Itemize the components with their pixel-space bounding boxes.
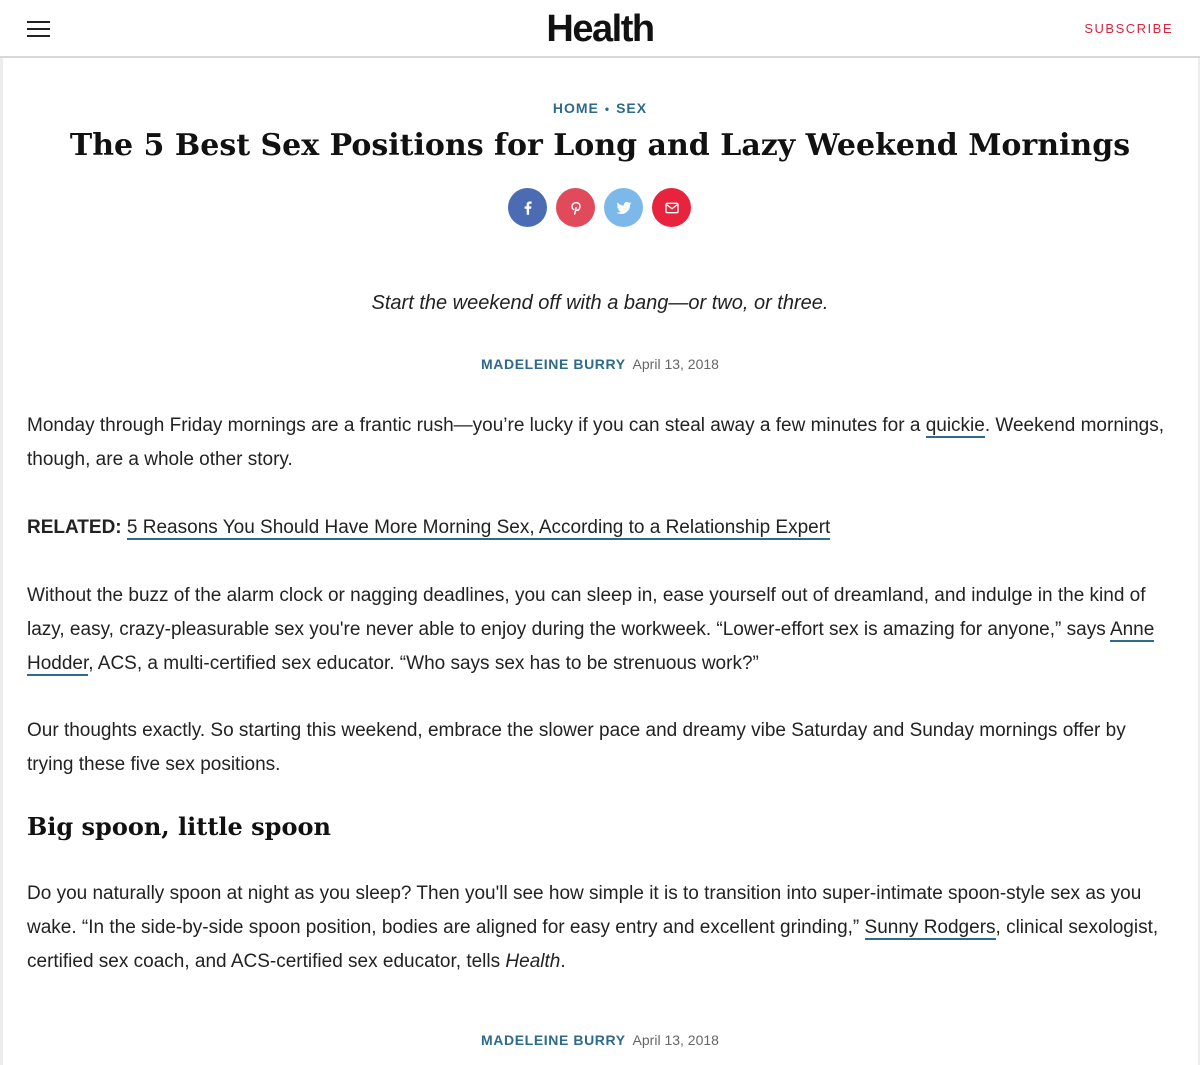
share-buttons bbox=[508, 188, 691, 227]
paragraph-4 bbox=[27, 877, 1177, 979]
site-logo[interactable]: Health bbox=[546, 8, 654, 50]
article-dek: Start the weekend off with a bang—or two, or three. bbox=[371, 292, 829, 314]
breadcrumb-separator: • bbox=[604, 102, 611, 116]
related-article-link[interactable]: 5 Reasons You Should Have More Morning Sex, According to a Relationship Expert bbox=[126, 517, 831, 538]
paragraph-text: Monday through Friday mornings are a frantic rush—you’re lucky if you can steal away a few minutes for a bbox=[27, 415, 926, 436]
byline bbox=[0, 356, 1200, 372]
page-border-left bbox=[0, 58, 3, 1065]
author-link[interactable]: MADELEINE BURRY bbox=[481, 356, 626, 372]
paragraph-text: , clinical sexologist, certified sex coach, and ACS-certified sex educator, tells bbox=[27, 917, 1159, 972]
author-link[interactable]: MADELEINE BURRY bbox=[481, 1032, 626, 1048]
twitter-share-button[interactable] bbox=[604, 188, 643, 227]
paragraph-2 bbox=[27, 579, 1177, 681]
twitter-icon bbox=[615, 199, 633, 217]
byline-bottom bbox=[0, 1032, 1200, 1048]
paragraph-text: . Weekend mornings, though, are a whole other story. bbox=[27, 415, 1165, 470]
article-title: The 5 Best Sex Positions for Long and Lazy Weekend Mornings bbox=[69, 128, 1131, 163]
facebook-icon bbox=[519, 199, 537, 217]
breadcrumb bbox=[0, 100, 1200, 116]
quickie-link[interactable]: quickie bbox=[925, 415, 985, 436]
email-share-button[interactable] bbox=[652, 188, 691, 227]
email-icon bbox=[664, 200, 680, 216]
anne-hodder-link[interactable]: Anne Hodder bbox=[27, 619, 1155, 674]
facebook-share-button[interactable] bbox=[508, 188, 547, 227]
paragraph-text: Do you naturally spoon at night as you sleep? Then you'll see how simple it is to transition into super-intimate spoon-style sex as you wake. “In the side-by-side spoon position, bodies are aligned for easy entry and excellent grinding,” bbox=[27, 883, 1142, 938]
pinterest-icon bbox=[568, 200, 584, 216]
paragraph-text: . bbox=[560, 951, 566, 972]
related-line bbox=[27, 511, 1177, 545]
paragraph-text: , ACS, a multi-certified sex educator. “Who says sex has to be strenuous work?” bbox=[88, 653, 759, 674]
pinterest-share-button[interactable] bbox=[556, 188, 595, 227]
breadcrumb-home[interactable]: HOME bbox=[552, 100, 599, 116]
publish-date: April 13, 2018 bbox=[632, 356, 719, 372]
related-label: RELATED: bbox=[27, 517, 122, 538]
paragraph-1 bbox=[27, 409, 1177, 477]
paragraph-text: Our thoughts exactly. So starting this weekend, embrace the slower pace and dreamy vibe Saturday and Sunday mornings offer by trying these five sex positions. bbox=[27, 720, 1126, 775]
publication-name: Health bbox=[505, 951, 561, 972]
subscribe-link[interactable]: SUBSCRIBE bbox=[1084, 21, 1173, 36]
paragraph-text: Without the buzz of the alarm clock or nagging deadlines, you can sleep in, ease yourself out of dreamland, and indulge in the kind of lazy, easy, crazy-pleasurable sex you're never able to enjoy during the workweek. “Lower-effort sex is amazing for anyone,” says bbox=[27, 585, 1146, 640]
breadcrumb-section[interactable]: SEX bbox=[616, 100, 648, 116]
sunny-rodgers-link[interactable]: Sunny Rodgers bbox=[864, 917, 996, 938]
section-heading: Big spoon, little spoon bbox=[27, 812, 331, 841]
paragraph-3 bbox=[27, 714, 1177, 782]
publish-date: April 13, 2018 bbox=[632, 1032, 719, 1048]
site-header bbox=[0, 0, 1200, 58]
